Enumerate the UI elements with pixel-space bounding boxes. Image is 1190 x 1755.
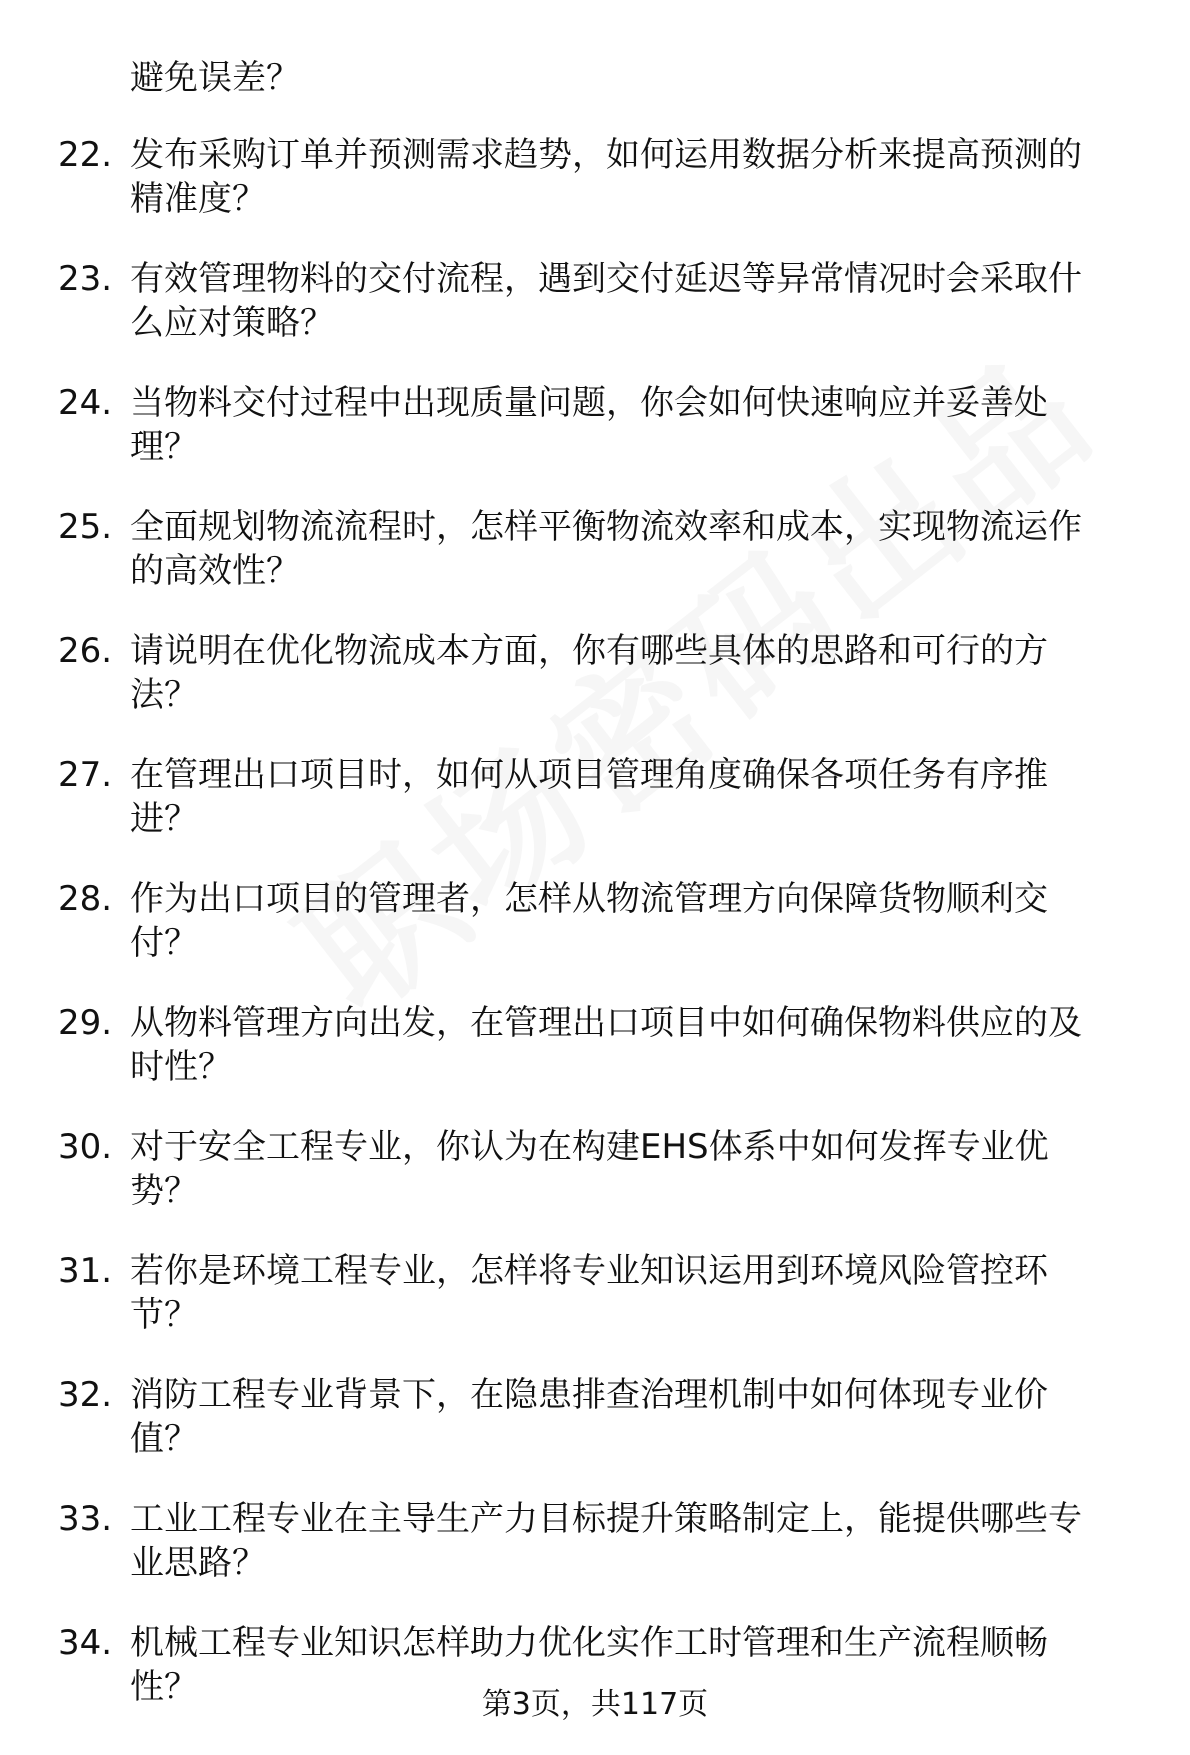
question-text [130,505,1150,593]
list-item [0,505,1190,629]
question-text [130,133,1150,221]
page-number-footer: 第3页，共117页 [481,1687,709,1722]
question-line: 理？ [130,427,198,467]
list-item [0,1621,1190,1745]
question-line: 法？ [130,675,198,715]
question-text [130,1125,1150,1213]
question-line: 有效管理物料的交付流程，遇到交付延迟等异常情况时会采取什 [130,259,1082,299]
question-line: 时性？ [130,1047,232,1087]
question-text [130,257,1150,345]
question-text [130,1001,1150,1089]
question-text [130,381,1150,469]
list-item [0,1249,1190,1373]
question-line: 对于安全工程专业，你认为在构建EHS体系中如何发挥专业优 [130,1127,1049,1167]
question-line: 工业工程专业在主导生产力目标提升策略制定上，能提供哪些专 [130,1499,1082,1539]
list-item [0,257,1190,381]
question-text [130,629,1150,717]
question-line: 势？ [130,1171,198,1211]
question-number: 27. [58,755,113,795]
question-line: 机械工程专业知识怎样助力优化实作工时管理和生产流程顺畅 [130,1623,1048,1663]
question-line: 么应对策略？ [130,303,334,343]
question-line: 作为出口项目的管理者，怎样从物流管理方向保障货物顺利交 [130,879,1048,919]
question-number: 30. [58,1127,113,1167]
question-list [0,133,1190,1745]
question-number: 22. [58,135,113,175]
question-number: 23. [58,259,113,299]
list-item [0,1373,1190,1497]
question-line: 在管理出口项目时，如何从项目管理角度确保各项任务有序推 [130,755,1048,795]
continued-question-text: 避免误差？ [130,58,300,98]
question-number: 28. [58,879,113,919]
question-number: 24. [58,383,113,423]
list-item [0,629,1190,753]
question-line: 全面规划物流流程时，怎样平衡物流效率和成本，实现物流运作 [130,507,1082,547]
question-text [130,1373,1150,1461]
question-line: 发布采购订单并预测需求趋势，如何运用数据分析来提高预测的 [130,135,1082,175]
question-line: 当物料交付过程中出现质量问题，你会如何快速响应并妥善处 [130,383,1048,423]
question-number: 34. [58,1623,113,1663]
question-line: 从物料管理方向出发，在管理出口项目中如何确保物料供应的及 [130,1003,1082,1043]
list-item [0,753,1190,877]
question-line: 精准度？ [130,179,266,219]
question-number: 32. [58,1375,113,1415]
question-number: 31. [58,1251,113,1291]
question-text [130,1497,1150,1585]
question-line: 的高效性？ [130,551,300,591]
question-line: 业思路？ [130,1543,266,1583]
question-text [130,753,1150,841]
question-text [130,1249,1150,1337]
question-number: 25. [58,507,113,547]
question-text [130,877,1150,965]
question-line: 付？ [130,923,198,963]
question-line: 若你是环境工程专业，怎样将专业知识运用到环境风险管控环 [130,1251,1048,1291]
question-line: 进？ [130,799,198,839]
list-item [0,877,1190,1001]
question-line: 值？ [130,1419,198,1459]
question-line: 节？ [130,1295,198,1335]
list-item [0,1497,1190,1621]
list-item [0,1001,1190,1125]
question-number: 29. [58,1003,113,1043]
question-line: 请说明在优化物流成本方面，你有哪些具体的思路和可行的方 [130,631,1048,671]
question-line: 消防工程专业背景下，在隐患排查治理机制中如何体现专业价 [130,1375,1048,1415]
question-number: 33. [58,1499,113,1539]
question-number: 26. [58,631,113,671]
list-item [0,133,1190,257]
question-line: 性？ [130,1667,198,1707]
list-item [0,381,1190,505]
list-item [0,1125,1190,1249]
